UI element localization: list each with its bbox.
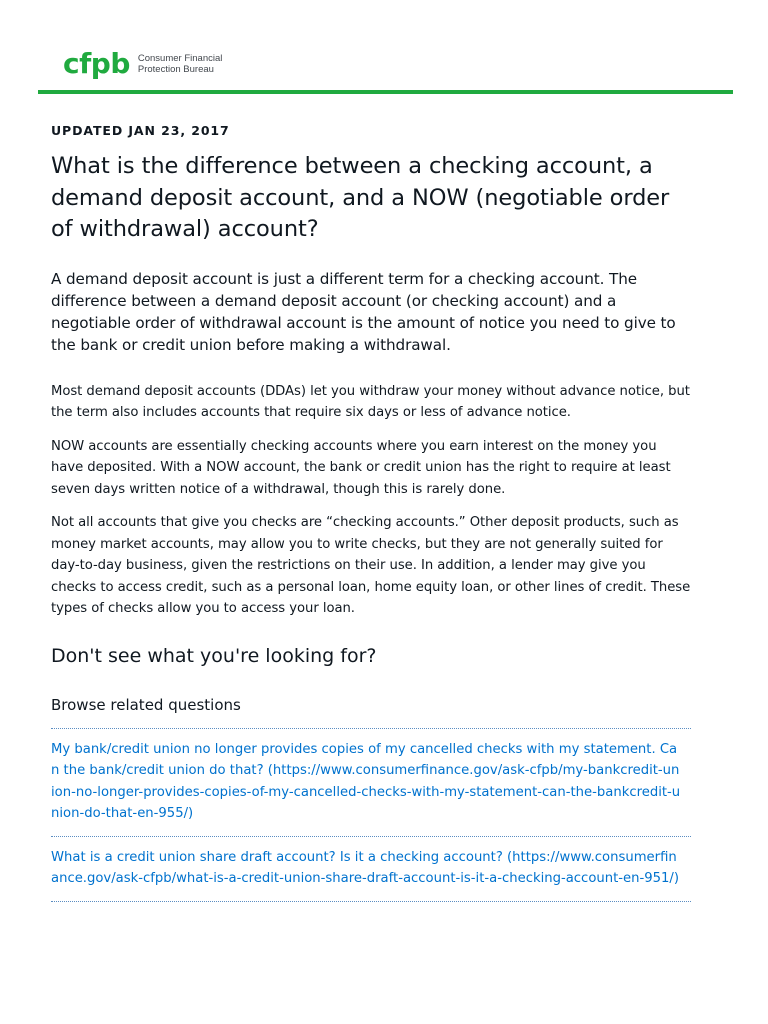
help-heading: Don't see what you're looking for? xyxy=(51,644,377,667)
list-item xyxy=(51,837,691,902)
browse-related-heading: Browse related questions xyxy=(51,695,241,714)
article xyxy=(51,123,691,902)
body-paragraph: Not all accounts that give you checks are “checking accounts.” Other deposit products, such as money market accounts, may allow you to write checks, but they are not generally suited for day-to-day business, given the restrictions on their use. In addition, a lender may give you checks to access credit, such as a personal loan, home equity loan, or other lines of credit. These types of checks allow you to access your loan. xyxy=(51,515,691,616)
logo-mark: cfpb xyxy=(63,47,130,80)
logo-line-1: Consumer Financial xyxy=(137,53,223,64)
header-rule xyxy=(38,90,733,94)
related-question-link[interactable]: My bank/credit union no longer provides copies of my cancelled checks with my statement. Can the bank/credit union do that? (https://www.consumerfinance.gov/ask-cfpb/my-bankcredit-union-no-longer-provides-copies-of-my-cancelled-checks-with-my-statement-can-the-bankcredit-union-do-that-en-955/) xyxy=(51,741,681,821)
body-paragraph: NOW accounts are essentially checking accounts where you earn interest on the money you have deposited. With a NOW account, the bank or credit union has the right to require at least seven days written notice of a withdrawal, though this is rarely done. xyxy=(51,438,671,497)
updated-date: UPDATED JAN 23, 2017 xyxy=(51,123,230,138)
cfpb-logo[interactable] xyxy=(63,46,222,82)
related-questions-list xyxy=(51,728,691,902)
list-item xyxy=(51,729,691,837)
logo-wordmark xyxy=(138,53,222,75)
lead-paragraph: A demand deposit account is just a different term for a checking account. The difference between a demand deposit account (or checking account) and a negotiable order of withdrawal account is the amount of notice you need to give to the bank or credit union before making a withdrawal. xyxy=(51,269,676,354)
logo-line-2: Protection Bureau xyxy=(137,64,214,75)
page-title: What is the difference between a checking account, a demand deposit account, and a NOW (negotiable order of withdrawal) account? xyxy=(51,153,670,242)
body-paragraph: Most demand deposit accounts (DDAs) let you withdraw your money without advance notice, but the term also includes accounts that require six days or less of advance notice. xyxy=(51,383,690,420)
related-question-link[interactable]: What is a credit union share draft account? Is it a checking account? (https://www.consumerfinance.gov/ask-cfpb/what-is-a-credit-union-share-draft-account-is-it-a-checking-account-en-951/) xyxy=(51,849,680,886)
